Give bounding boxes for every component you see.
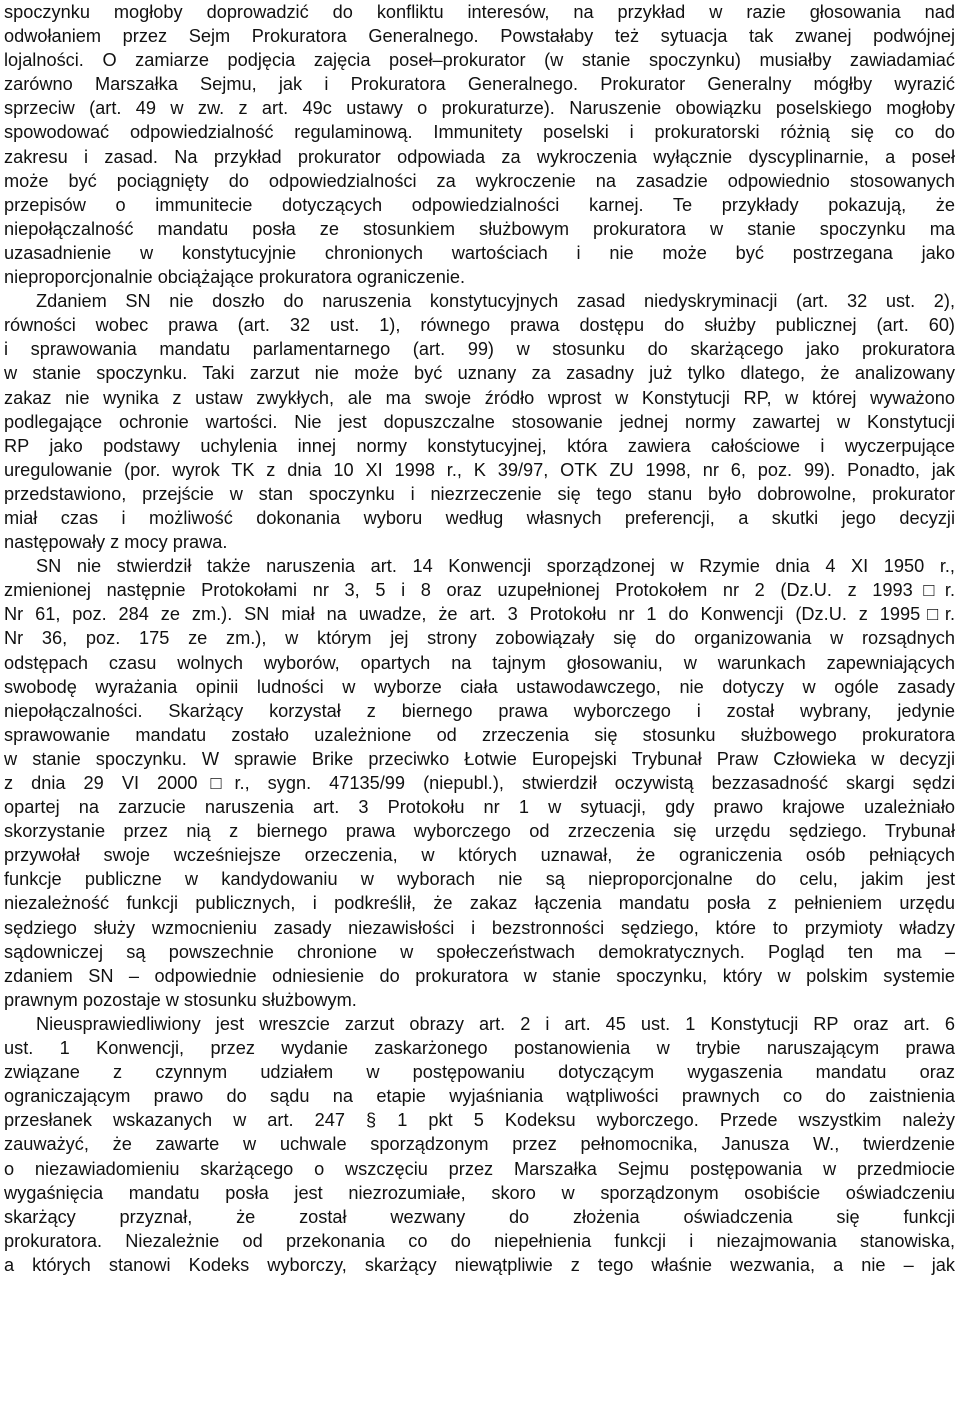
text-line: w stanie spoczynku. W sprawie Brike przeciwko Łotwie Europejski Trybunał Praw Człowieka w decyzji bbox=[4, 748, 955, 769]
text-line: odwołaniem przez Sejm Prokuratora Generalnego. Powstałaby też sytuacja tak zwanej podwójnej bbox=[4, 26, 955, 47]
text-line: opartej na zarzucie naruszenia art. 3 Protokołu nr 1 w sytuacji, gdy prawo krajowe uzależniało bbox=[4, 797, 955, 818]
text-line: Nieusprawiedliwiony jest wreszcie zarzut obrazy art. 2 i art. 45 ust. 1 Konstytucji RP oraz art. 6 bbox=[36, 1013, 955, 1034]
text-line: równości wobec prawa (art. 32 ust. 1), równego prawa dostępu do służby publicznej (art. 60) bbox=[4, 315, 955, 336]
text-line: uregulowanie (por. wyrok TK z dnia 10 XI 1998 r., K 39/97, OTK ZU 1998, nr 6, poz. 99). Ponadto, jak bbox=[4, 459, 955, 480]
text-line: niepołączalności. Skarżący korzystał z biernego prawa wyborczego i został wybrany, jedynie bbox=[4, 700, 955, 721]
text-line: prokuratora. Niezależnie od przekonania co do niepełnienia funkcji i niezajmowania stanowiska, bbox=[4, 1230, 955, 1251]
text-line: zdaniem SN – odpowiednie odniesienie do prokuratora w stanie spoczynku, który w polskim systemie bbox=[4, 965, 955, 986]
text-line: uzasadnienie w konstytucyjnie chronionych wartościach i nie może być postrzegana jako bbox=[4, 242, 955, 263]
text-line: odstępach czasu wolnych wyborów, opartych na tajnym głosowaniu, w warunkach zapewniających bbox=[4, 652, 955, 673]
text-line: RP jako podstawy uchylenia innej normy konstytucyjnej, która zawiera całościowe i wyczerpujące bbox=[4, 435, 955, 456]
text-line: następowały z mocy prawa. bbox=[4, 532, 228, 553]
text-line: Zdaniem SN nie doszło do naruszenia konstytucyjnych zasad niedyskryminacji (art. 32 ust. 2), bbox=[36, 291, 955, 312]
text-line: Nr 61, poz. 284 ze zm.). SN miał na uwadze, że art. 3 Protokołu nr 1 do Konwencji (Dz.U. z 1995□r. bbox=[4, 604, 955, 625]
text-line: wygaśnięcia mandatu posła jest niezrozumiałe, skoro w sporządzonym osobiście oświadczeniu bbox=[4, 1182, 955, 1203]
text-line: SN nie stwierdził także naruszenia art. 14 Konwencji sporządzonej w Rzymie dnia 4 XI 1950 r., bbox=[36, 556, 955, 577]
text-line: zarówno Marszałka Sejmu, jak i Prokuratora Generalnego. Prokurator Generalny mógłby wyrazić bbox=[4, 74, 955, 95]
text-line: skorzystanie przez nią z biernego prawa wyborczego od zrzeczenia się urzędu sędziego. Trybunał bbox=[4, 821, 955, 842]
text-line: ust. 1 Konwencji, przez wydanie zaskarżonego postanowienia w trybie naruszającym prawa bbox=[4, 1038, 955, 1059]
text-line: sprzeciw (art. 49 w zw. z art. 49c ustawy o prokuraturze). Naruszenie obowiązku poselskiego mogłoby bbox=[4, 98, 955, 119]
text-line: w stanie spoczynku. Taki zarzut nie może być uznany za zasadny już tylko dlatego, że analizowany bbox=[4, 363, 955, 384]
text-line: i sprawowania mandatu parlamentarnego (art. 99) w stosunku do skarżącego jako prokuratora bbox=[4, 339, 955, 360]
text-line: nieproporcjonalnie obciążające prokuratora ograniczenie. bbox=[4, 267, 466, 288]
text-line: miał czas i możliwość dokonania wyboru według własnych preferencji, a skutki jego decyzji bbox=[4, 507, 955, 528]
text-line: spoczynku mogłoby doprowadzić do konfliktu interesów, na przykład w razie głosowania nad bbox=[4, 2, 955, 22]
text-line: sądowniczej są powszechnie chronione w społeczeństwach demokratycznych. Pogląd ten ma – bbox=[4, 941, 955, 962]
text-line: niepołączalność mandatu posła ze stosunkiem służbowym prokuratora w stanie spoczynku ma bbox=[4, 218, 955, 239]
text-line: sprawowanie mandatu zostało uzależnione od zrzeczenia się stosunku służbowego prokuratora bbox=[4, 724, 955, 745]
text-line: a których stanowi Kodeks wyborczy, skarżący niewątpliwie z tego właśnie wezwania, a nie – jak bbox=[4, 1254, 955, 1275]
text-line: może być pociągnięty do odpowiedzialności za wykroczenie na zasadzie odpowiednio stosowanych bbox=[4, 170, 955, 191]
text-line: ograniczającym prawo do sądu na etapie wyjaśniania wątpliwości prawnych co do zaistnienia bbox=[4, 1086, 955, 1107]
text-line: swobodę wyrażania opinii ludności w wyborze ciała ustawodawczego, nie dotyczy w ogóle zasady bbox=[4, 676, 955, 697]
text-line: Nr 36, poz. 175 ze zm.), w którym jej strony zobowiązały się do organizowania w rozsądnych bbox=[4, 628, 955, 649]
text-line: zauważyć, że zawarte w uchwale sporządzonym przez pełnomocnika, Janusza W., twierdzenie bbox=[4, 1134, 955, 1155]
text-line: zakaz nie wynika z ustaw zwykłych, ale ma swoje źródło wprost w Konstytucji RP, w której wyważono bbox=[4, 387, 955, 408]
text-line: podlegające ochronie wartości. Nie jest dopuszczalne stosowanie jednej normy zawartej w Konstytucji bbox=[4, 411, 955, 432]
text-line: sędziego służy wzmocnieniu zasady niezawisłości i bezstronności sędziego, które to przymioty władzy bbox=[4, 917, 955, 938]
text-line: spowodować odpowiedzialność regulaminową. Immunitety poselski i prokuratorski różnią się co do bbox=[4, 122, 955, 143]
text-line: przepisów o immunitecie dotyczących odpowiedzialności karnej. Te przykłady pokazują, że bbox=[4, 194, 955, 215]
text-line: przywołał swoje wcześniejsze orzeczenia, w których uznawał, że ograniczenia osób pełniących bbox=[4, 845, 955, 866]
text-line: z dnia 29 VI 2000□r., sygn. 47135/99 (niepubl.), stwierdził oczywistą bezzasadność skargi sędzi bbox=[4, 773, 955, 793]
text-line: przedstawiono, przejście w stan spoczynku i niezrzeczenie się tego stanu było dobrowolne, prokurator bbox=[4, 483, 955, 504]
text-line: niezależność funkcji publicznych, i podkreślił, że zakaz łączenia mandatu posła z pełnieniem urzędu bbox=[4, 893, 955, 914]
text-line: zakresu i zasad. Na przykład prokurator odpowiada za wykroczenia wyłącznie dyscyplinarnie, a poseł bbox=[4, 146, 955, 167]
text-line: funkcje publiczne w kandydowaniu w wyborach nie są nieproporcjonalne do celu, jakim jest bbox=[4, 869, 955, 890]
text-line: skarżący przyznał, że został wezwany do złożenia oświadczenia się funkcji bbox=[4, 1206, 955, 1227]
text-line: przesłanek wskazanych w art. 247 § 1 pkt 5 Kodeksu wyborczego. Przede wszystkim należy bbox=[4, 1110, 955, 1131]
text-line: prawnym pozostaje w stosunku służbowym. bbox=[4, 989, 357, 1010]
text-line: związane z czynnym udziałem w postępowaniu dotyczącym wygaszenia mandatu oraz bbox=[4, 1062, 955, 1083]
text-line: zmienionej następnie Protokołami nr 3, 5 i 8 oraz uzupełnionej Protokołem nr 2 (Dz.U. z 1993□r. bbox=[4, 580, 955, 601]
text-line: o niezawiadomieniu skarżącego o wszczęciu przez Marszałka Sejmu postępowania w przedmiocie bbox=[4, 1158, 955, 1179]
text-line: lojalności. O zamiarze podjęcia zajęcia poseł–prokurator (w stanie spoczynku) musiałby zawiadamiać bbox=[4, 50, 955, 71]
